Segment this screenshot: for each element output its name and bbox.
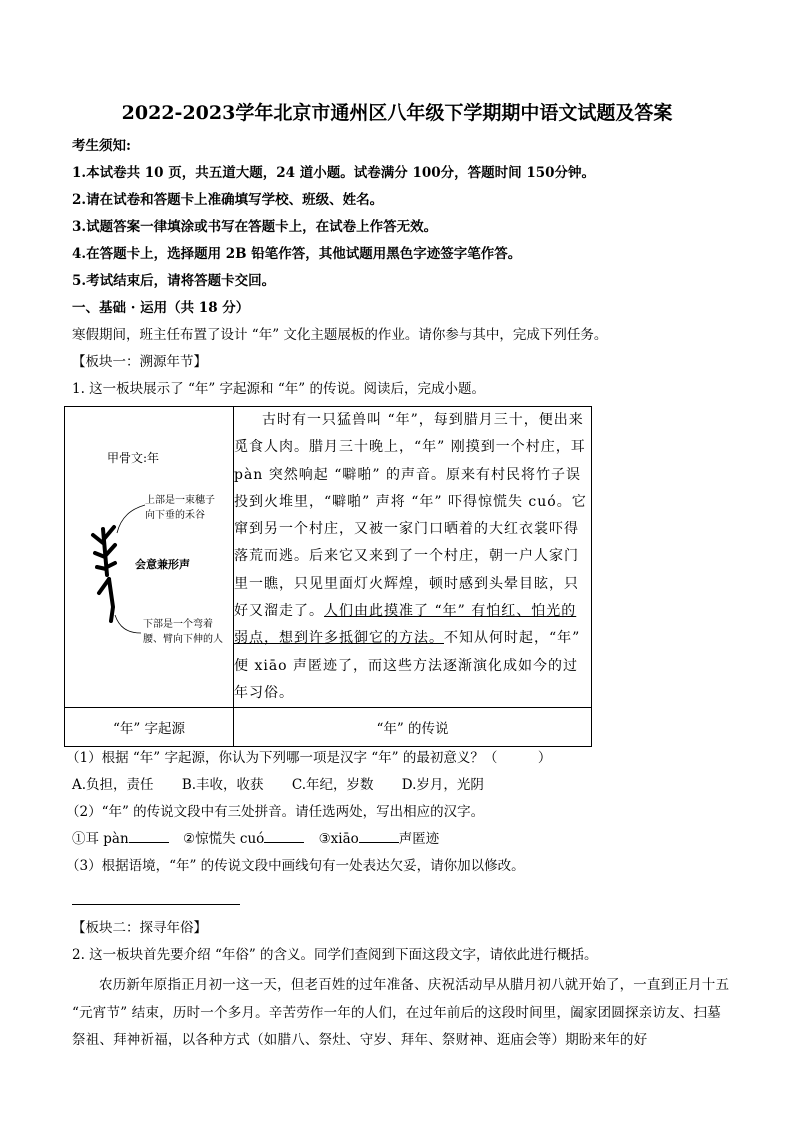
notice-item: 1.本试卷共 10 页，共五道大题，24 道小题。试卷满分 100分，答题时间 150分钟。 bbox=[72, 165, 596, 181]
notice-item: 3.试题答案一律填涂或书写在答题卡上，在试卷上作答无效。 bbox=[72, 219, 438, 235]
glyph-bottom-note-2: 腰、臂向下伸的人 bbox=[143, 634, 223, 645]
fill-item-1: ①耳 pàn bbox=[72, 831, 129, 848]
notice-heading: 考生须知: bbox=[72, 138, 131, 154]
option-a: A.负担，责任 bbox=[72, 777, 154, 794]
legend-text-after: 不知从何时起，“年” 便 xiāo 声匿迹了，而这些方法逐渐演化成如今的过年习俗。 bbox=[234, 630, 581, 701]
block-heading: 【板块一：溯源年节】 bbox=[72, 354, 207, 370]
option-d: D.岁月，光阴 bbox=[401, 777, 484, 794]
options-row bbox=[72, 775, 732, 795]
fill-item-3: ③xiāo bbox=[318, 831, 359, 848]
caption-left: “年” 字起源 bbox=[65, 708, 234, 747]
page-title: 2022-2023学年北京市通州区八年级下学期期中语文试题及答案 bbox=[121, 102, 673, 124]
fill-row bbox=[72, 829, 732, 849]
section-intro: 寒假期间，班主任布置了设计 “年” 文化主题展板的作业。请你参与其中，完成下列任务。 bbox=[72, 327, 608, 343]
option-c: C.年纪，岁数 bbox=[291, 777, 374, 794]
section-heading: 一、基础 · 运用（共 18 分） bbox=[72, 300, 250, 316]
legend-text bbox=[234, 407, 592, 708]
glyph-top-note-2: 向下垂的禾谷 bbox=[145, 510, 205, 521]
question-1: 1. 这一板块展示了 “年” 字起源和 “年” 的传说。阅读后，完成小题。 bbox=[72, 381, 485, 397]
glyph-cell bbox=[65, 407, 234, 708]
legend-text-before: 古时有一只猛兽叫 “年”，每到腊月三十，便出来觅食人肉。腊月三十晚上，“年” 刚摸到一个村庄，耳 pàn 突然响起 “噼啪” 的声音。原来有村民将竹子误投到火堆里，“噼啪” 声将 “年” 吓得惊慌失 cuó。它窜到另一个村庄，又被一家门口晒着的大红衣裳吓得落荒而逃。后来它又来到了一个村庄，朝一户人家门里一瞧，只见里面灯火辉煌，顿时感到头晕目眩，只好又溜走了。 bbox=[234, 412, 587, 620]
caption-right: “年” 的传说 bbox=[234, 708, 592, 747]
block-heading: 【板块二：探寻年俗】 bbox=[72, 920, 207, 937]
subquestion-1: （1）根据 “年” 字起源，你认为下列哪一项是汉字 “年” 的最初意义？（ ） bbox=[66, 750, 552, 767]
question-2: 2. 这一板块首先要介绍 “年俗” 的含义。同学们查阅到下面这段文字，请依此进行概括。 bbox=[72, 947, 598, 964]
answer-blank[interactable] bbox=[264, 830, 304, 843]
notice-item: 2.请在试卷和答题卡上准确填写学校、班级、姓名。 bbox=[72, 192, 384, 208]
legend-underlined-sentence: 人们由此摸准了 “年” 有怕红、怕光的弱点，想到许多抵御它的方法。 bbox=[234, 603, 577, 647]
option-b: B.丰收，收获 bbox=[181, 777, 264, 794]
glyph-label: 甲骨文:年 bbox=[107, 451, 160, 465]
notice-item: 4.在答题卡上，选择题用 2B 铅笔作答，其他试题用黑色字迹签字笔作答。 bbox=[72, 246, 522, 262]
fill-item-3-suffix: 声匿迹 bbox=[398, 831, 440, 848]
glyph-top-note-1: 上部是一束穗子 bbox=[145, 495, 215, 506]
glyph-middle-note: 会意兼形声 bbox=[135, 558, 190, 571]
subquestion-3: （3）根据语境，“年” 的传说文段中画线句有一处表达欠妥，请你加以修改。 bbox=[66, 858, 525, 875]
document-body bbox=[66, 136, 732, 1055]
fill-item-2: ②惊慌失 cuó bbox=[182, 831, 265, 848]
passage: 农历新年原指正月初一这一天，但老百姓的过年准备、庆祝活动早从腊月初八就开始了，一直到正月十五 “元宵节” 结束，历时一个多月。辛苦劳作一年的人们，在过年前后的这段时间里，阖家团圆探亲访友、扫墓祭祖、拜神祈福，以各种方式（如腊八、祭灶、守岁、拜年、祭财神、逛庙会等）期盼来年的好 bbox=[72, 977, 730, 1049]
answer-blank[interactable] bbox=[359, 830, 399, 843]
exhibit-table bbox=[64, 406, 592, 747]
oracle-bone-glyph-icon bbox=[65, 407, 233, 690]
answer-blank[interactable] bbox=[129, 830, 169, 843]
notice-item: 5.考试结束后，请将答题卡交回。 bbox=[72, 273, 276, 289]
glyph-bottom-note-1: 下部是一个弯着 bbox=[143, 619, 213, 630]
subquestion-2: （2）“年” 的传说文段中有三处拼音。请任选两处，写出相应的汉字。 bbox=[66, 804, 485, 821]
answer-line[interactable] bbox=[72, 904, 240, 905]
